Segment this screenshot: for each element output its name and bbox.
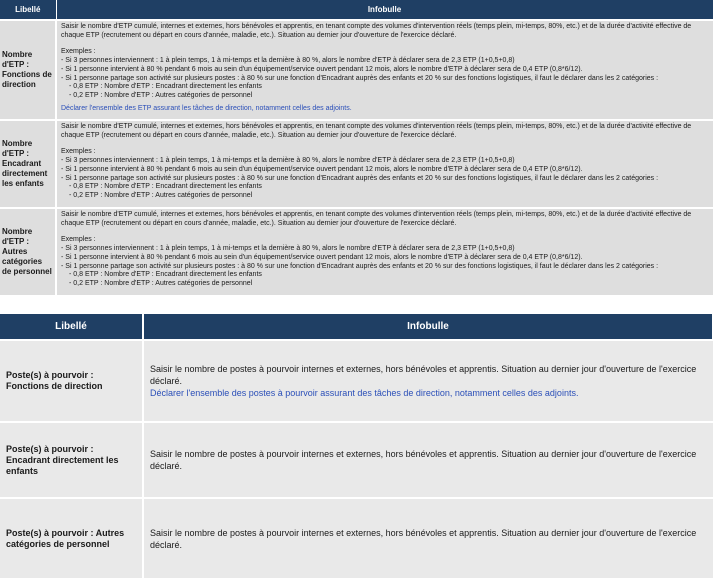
header-libelle: Libellé (0, 314, 143, 340)
sub-example-2: - 0,2 ETP : Nombre d'ETP : Autres catégories de personnel (69, 279, 253, 287)
infobulle-text: Saisir le nombre de postes à pourvoir internes et externes, hors bénévoles et apprentis. Situation au dernier jour d'ouverture de l'exercice déclaré. (150, 449, 697, 471)
row-infobulle (143, 340, 713, 422)
examples-title: Exemples : (61, 148, 96, 156)
row-infobulle (56, 20, 713, 120)
postes-table-header (0, 314, 713, 340)
table-row (0, 422, 713, 498)
table-row (0, 340, 713, 422)
sub-example-2: - 0,2 ETP : Nombre d'ETP : Autres catégories de personnel (69, 91, 253, 99)
example-3: - Si 1 personne partage son activité sur plusieurs postes : à 80 % sur une fonction d'Encadrant auprès des enfants et 20 % sur des fonctions logistiques, il faut le déclarer dans les 2 catégories : (61, 174, 659, 182)
table-row (0, 208, 713, 295)
row-infobulle (56, 208, 713, 295)
row-infobulle (143, 422, 713, 498)
example-1: - Si 3 personnes interviennent : 1 à plein temps, 1 à mi-temps et la dernière à 80 %, alors le nombre d'ETP à déclarer sera de 2,3 ETP (1+0,5+0,8) (61, 157, 515, 165)
example-2: - Si 1 personne intervient à 80 % pendant 6 mois au sein d'un équipement/service ouvert pendant 12 mois, alors le nombre d'ETP à déclarer sera de 0,4 ETP (0,8*6/12). (61, 65, 583, 73)
direction-note: Déclarer l'ensemble des ETP assurant les tâches de direction, notamment celles des adjoints. (61, 104, 352, 112)
sub-example-1: - 0,8 ETP : Nombre d'ETP : Encadrant directement les enfants (69, 271, 262, 279)
intro-text: Saisir le nombre d'ETP cumulé, internes et externes, hors bénévoles et apprentis, en tenant compte des volumes d'intervention réels (temps plein, mi-temps, 80%, etc.) et de la durée d'activité effective de chaque ETP (recrutement ou départ en cours d'année, maladie, etc.). Situation au dernier jour d'ouverture de l'exercice déclaré. (61, 211, 692, 227)
row-label: Nombre d'ETP : Fonctions de direction (0, 20, 56, 120)
table-row (0, 20, 713, 120)
row-label: Nombre d'ETP : Encadrant directement les enfants (0, 120, 56, 208)
sub-example-1: - 0,8 ETP : Nombre d'ETP : Encadrant directement les enfants (69, 83, 262, 91)
etp-table-header (0, 0, 713, 20)
header-infobulle: Infobulle (56, 0, 713, 20)
sub-example-1: - 0,8 ETP : Nombre d'ETP : Encadrant directement les enfants (69, 183, 262, 191)
row-label: Poste(s) à pourvoir : Autres catégories de personnel (0, 498, 143, 578)
header-infobulle: Infobulle (143, 314, 713, 340)
row-label: Poste(s) à pourvoir : Fonctions de direction (0, 340, 143, 422)
header-libelle: Libellé (0, 0, 56, 20)
postes-table (0, 314, 713, 578)
example-2: - Si 1 personne intervient à 80 % pendant 6 mois au sein d'un équipement/service ouvert pendant 12 mois, alors le nombre d'ETP à déclarer sera de 0,4 ETP (0,8*6/12). (61, 165, 583, 173)
intro-text: Saisir le nombre d'ETP cumulé, internes et externes, hors bénévoles et apprentis, en tenant compte des volumes d'intervention réels (temps plein, mi-temps, 80%, etc.) et de la durée d'activité effective de chaque ETP (recrutement ou départ en cours d'année, maladie, etc.). Situation au dernier jour d'ouverture de l'exercice déclaré. (61, 23, 692, 39)
direction-note: Déclarer l'ensemble des postes à pourvoir assurant des tâches de direction, notamment celles des adjoints. (150, 388, 579, 398)
table-row (0, 498, 713, 578)
sub-example-2: - 0,2 ETP : Nombre d'ETP : Autres catégories de personnel (69, 191, 253, 199)
example-3: - Si 1 personne partage son activité sur plusieurs postes : à 80 % sur une fonction d'Encadrant auprès des enfants et 20 % sur des fonctions logistiques, il faut le déclarer dans les 2 catégories : (61, 74, 659, 82)
row-label: Poste(s) à pourvoir : Encadrant directement les enfants (0, 422, 143, 498)
example-1: - Si 3 personnes interviennent : 1 à plein temps, 1 à mi-temps et la dernière à 80 %, alors le nombre d'ETP à déclarer sera de 2,3 ETP (1+0,5+0,8) (61, 57, 515, 65)
examples-title: Exemples : (61, 236, 96, 244)
intro-text: Saisir le nombre d'ETP cumulé, internes et externes, hors bénévoles et apprentis, en tenant compte des volumes d'intervention réels (temps plein, mi-temps, 80%, etc.) et de la durée d'activité effective de chaque ETP (recrutement ou départ en cours d'année, maladie, etc.). Situation au dernier jour d'ouverture de l'exercice déclaré. (61, 123, 692, 139)
table-row (0, 120, 713, 208)
example-2: - Si 1 personne intervient à 80 % pendant 6 mois au sein d'un équipement/service ouvert pendant 12 mois, alors le nombre d'ETP à déclarer sera de 0,4 ETP (0,8*6/12). (61, 253, 583, 261)
row-infobulle (143, 498, 713, 578)
infobulle-text: Saisir le nombre de postes à pourvoir internes et externes, hors bénévoles et apprentis. Situation au dernier jour d'ouverture de l'exercice déclaré. (150, 527, 697, 550)
example-1: - Si 3 personnes interviennent : 1 à plein temps, 1 à mi-temps et la dernière à 80 %, alors le nombre d'ETP à déclarer sera de 2,3 ETP (1+0,5+0,8) (61, 245, 515, 253)
examples-title: Exemples : (61, 48, 96, 56)
infobulle-text: Saisir le nombre de postes à pourvoir internes et externes, hors bénévoles et apprentis. Situation au dernier jour d'ouverture de l'exercice déclaré. (150, 364, 697, 386)
row-infobulle (56, 120, 713, 208)
example-3: - Si 1 personne partage son activité sur plusieurs postes : à 80 % sur une fonction d'Encadrant auprès des enfants et 20 % sur des fonctions logistiques, il faut le déclarer dans les 2 catégories : (61, 262, 659, 270)
row-label: Nombre d'ETP : Autres catégories de personnel (0, 208, 56, 295)
